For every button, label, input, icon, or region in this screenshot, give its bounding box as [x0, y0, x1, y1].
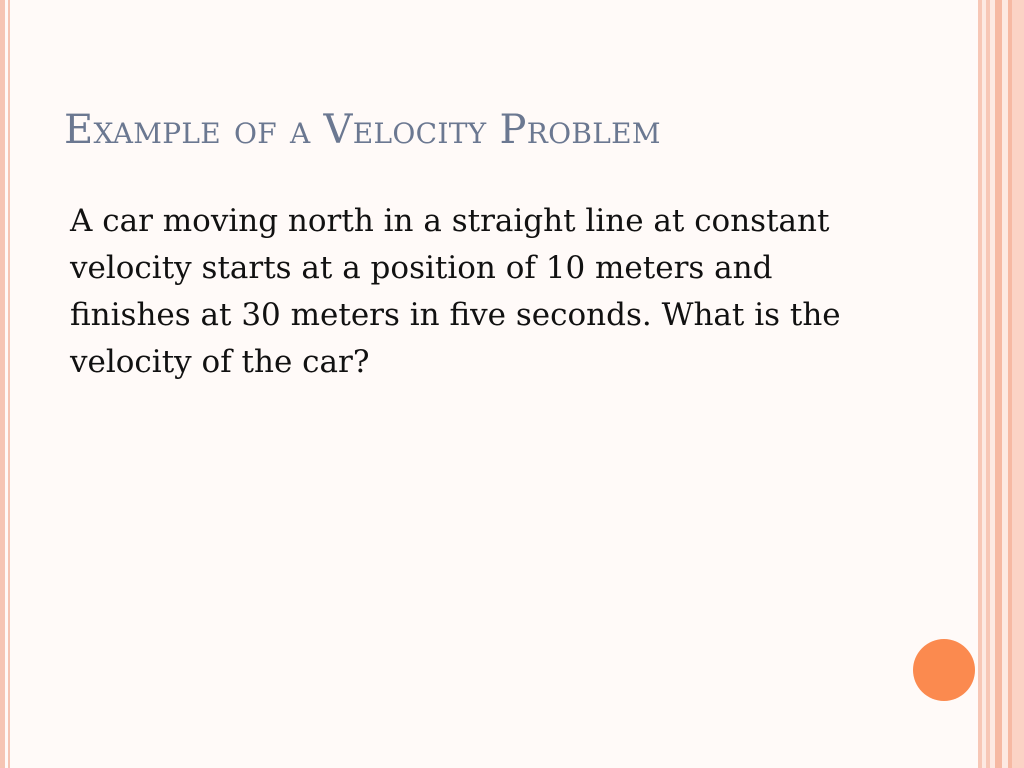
right-border-stripe	[995, 0, 1002, 768]
left-border-stripe-inner	[8, 0, 10, 768]
accent-circle	[913, 639, 975, 701]
slide-title: Example of a Velocity Problem	[64, 107, 661, 153]
slide-body-text: A car moving north in a straight line at constant velocity starts at a position of 10 meters and finishes at 30 meters in five seconds. What is the velocity of the car?	[70, 203, 841, 380]
right-border-stripe	[1012, 0, 1024, 768]
